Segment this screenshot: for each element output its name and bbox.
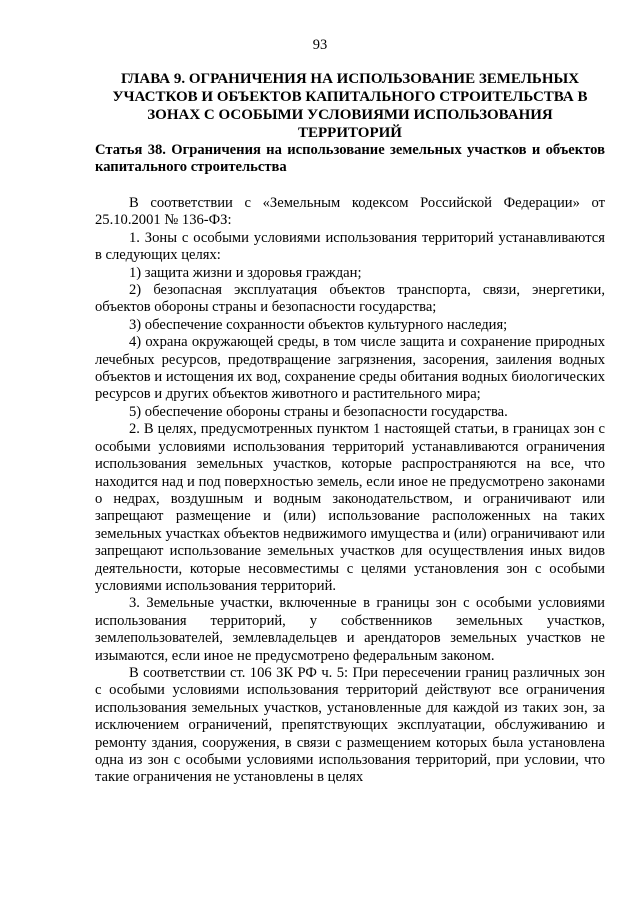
paragraph: 1. Зоны с особыми условиями использования территорий устанавливаются в следующих целях: <box>95 229 605 264</box>
paragraph: 3) обеспечение сохранности объектов культурного наследия; <box>129 316 508 333</box>
chapter-title: ГЛАВА 9. ОГРАНИЧЕНИЯ НА ИСПОЛЬЗОВАНИЕ ЗЕМЕЛЬНЫХ УЧАСТКОВ И ОБЪЕКТОВ КАПИТАЛЬНОГО СТРОИТЕЛЬСТВА В ЗОНАХ С ОСОБЫМИ УСЛОВИЯМИ ИСПОЛЬЗОВАНИЯ ТЕРРИТОРИЙ <box>112 71 588 141</box>
document-body <box>95 195 605 787</box>
paragraph: 2. В целях, предусмотренных пунктом 1 настоящей статьи, в границах зон с особыми условиями использования территорий устанавливаются ограничения использования земельных участков, которые распространяются на все, что находится над и под поверхностью земель, если иное не предусмотрено законами о недрах, воздушным и водным законодательством, и ограничивают или запрещают размещение и (или) использование расположенных на таких земельных участках объектов недвижимого имущества и (или) ограничивают или запрещают использование земельных участков для осуществления иных видов деятельности, которые несовместимы с целями установления зон с особыми условиями использования территорий. <box>95 421 605 594</box>
article-title: Статья 38. Ограничения на использование земельных участков и объектов капитального строительства <box>95 142 605 176</box>
paragraph: 1) защита жизни и здоровья граждан; <box>129 264 362 281</box>
page-number: 93 <box>312 37 328 53</box>
paragraph: 3. Земельные участки, включенные в границы зон с особыми условиями использования территорий, у собственников земельных участков, землепользователей, землевладельцев и арендаторов земельных участков не изымаются, если иное не предусмотрено федеральным законом. <box>95 595 605 664</box>
paragraph: В соответствии ст. 106 ЗК РФ ч. 5: При пересечении границ различных зон с особыми условиями использования территорий действуют все ограничения использования земельных участков, установленные для каждой из таких зон, за исключением ограничений, препятствующих эксплуатации, обслуживанию и ремонту здания, сооружения, в связи с размещением которых была установлена одна из зон с особыми условиями использования территорий, при условии, что такие ограничения не установлены в целях <box>95 664 605 786</box>
paragraph: В соответствии с «Земельным кодексом Российской Федерации» от 25.10.2001 № 136-ФЗ: <box>95 195 605 229</box>
paragraph: 5) обеспечение обороны страны и безопасности государства. <box>129 403 508 420</box>
paragraph: 4) охрана окружающей среды, в том числе защита и сохранение природных лечебных ресурсов, предотвращение загрязнения, засорения, заиления водных объектов и истощения их вод, сохранение среды обитания водных биологических ресурсов и других объектов животного и растительного мира; <box>95 334 605 403</box>
paragraph: 2) безопасная эксплуатация объектов транспорта, связи, энергетики, объектов обороны страны и безопасности государства; <box>95 282 605 316</box>
